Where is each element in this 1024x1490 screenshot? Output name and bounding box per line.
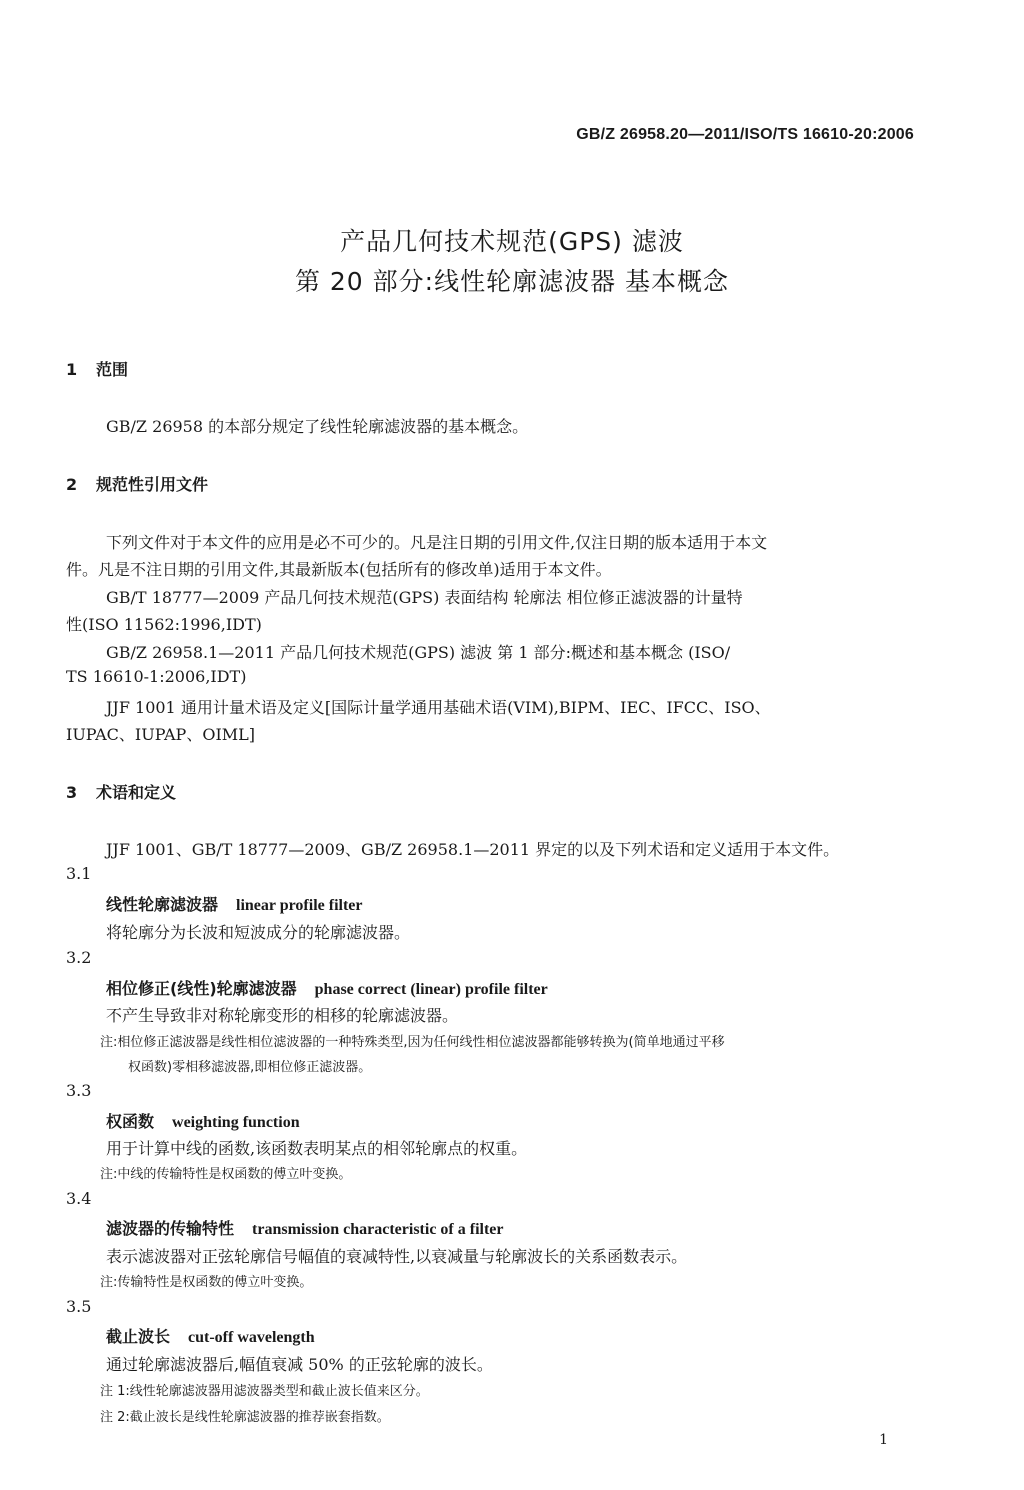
term-en: phase correct (linear) profile filter [314,981,548,998]
section-title: 范围 [96,360,129,379]
section-title: 规范性引用文件 [96,475,209,494]
term-heading [106,976,548,999]
page-number: 1 [879,1432,888,1448]
term-heading [106,1109,300,1132]
term-number: 3.3 [66,1081,92,1100]
section-2-intro-line-1: 下列文件对于本文件的应用是必不可少的。凡是注日期的引用文件,仅注日期的版本适用于本文 [106,533,768,552]
term-definition: 表示滤波器对正弦轮廓信号幅值的衰减特性,以衰减量与轮廓波长的关系函数表示。 [106,1247,688,1266]
section-2-intro-line-2: 件。凡是不注日期的引用文件,其最新版本(包括所有的修改单)适用于本文件。 [66,560,612,579]
term-en: weighting function [172,1114,300,1131]
section-3-heading [66,780,176,803]
term-note-line-2: 权函数)零相移滤波器,即相位修正滤波器。 [128,1060,372,1075]
term-definition: 通过轮廓滤波器后,幅值衰减 50% 的正弦轮廓的波长。 [106,1355,493,1374]
term-zh: 权函数 [106,1112,155,1131]
term-en: cut-off wavelength [188,1329,315,1346]
term-number: 3.4 [66,1189,92,1208]
reference-1-line-2: 性(ISO 11562:1996,IDT) [66,615,262,634]
term-note-line-1: 注:传输特性是权函数的傅立叶变换。 [100,1275,313,1290]
term-zh: 相位修正(线性)轮廓滤波器 [106,979,297,998]
term-note-line-1: 注 1:线性轮廓滤波器用滤波器类型和截止波长值来区分。 [100,1384,429,1399]
term-definition: 用于计算中线的函数,该函数表明某点的相邻轮廓点的权重。 [106,1139,528,1158]
term-number: 3.2 [66,948,92,967]
section-3-intro: JJF 1001、GB/T 18777—2009、GB/Z 26958.1—2011 界定的以及下列术语和定义适用于本文件。 [106,840,840,859]
section-number: 3 [66,783,78,802]
term-definition: 不产生导致非对称轮廓变形的相移的轮廓滤波器。 [106,1006,459,1025]
reference-2-line-2: TS 16610-1:2006,IDT) [66,667,247,686]
section-title: 术语和定义 [96,783,177,802]
term-heading [106,892,363,915]
term-en: transmission characteristic of a filter [252,1221,504,1238]
term-zh: 截止波长 [106,1327,171,1346]
reference-2-line-1: GB/Z 26958.1—2011 产品几何技术规范(GPS) 滤波 第 1 部分:概述和基本概念 (ISO/ [106,643,731,662]
term-note-line-1: 注:相位修正滤波器是线性相位滤波器的一种特殊类型,因为任何线性相位滤波器都能够转换为(简单地通过平移 [100,1035,725,1050]
section-number: 1 [66,360,78,379]
term-note-line-1: 注:中线的传输特性是权函数的傅立叶变换。 [100,1167,352,1182]
term-number: 3.5 [66,1297,92,1316]
section-1-text: GB/Z 26958 的本部分规定了线性轮廓滤波器的基本概念。 [106,417,529,436]
term-zh: 线性轮廓滤波器 [106,895,219,914]
section-number: 2 [66,475,78,494]
section-1-heading [66,357,128,380]
term-heading [106,1324,315,1347]
term-zh: 滤波器的传输特性 [106,1219,235,1238]
term-definition: 将轮廓分为长波和短波成分的轮廓滤波器。 [106,923,411,942]
title-line-1: 产品几何技术规范(GPS) 滤波 [340,227,684,256]
reference-3-line-2: IUPAC、IUPAP、OIML] [66,725,256,744]
standard-header: GB/Z 26958.20—2011/ISO/TS 16610-20:2006 [576,126,914,143]
title-line-2: 第 20 部分:线性轮廓滤波器 基本概念 [294,267,730,296]
term-number: 3.1 [66,864,92,883]
term-note-line-2: 注 2:截止波长是线性轮廓滤波器的推荐嵌套指数。 [100,1410,390,1425]
reference-1-line-1: GB/T 18777—2009 产品几何技术规范(GPS) 表面结构 轮廓法 相位修正滤波器的计量特 [106,588,743,607]
term-heading [106,1216,504,1239]
term-en: linear profile filter [236,897,363,914]
section-2-heading [66,472,208,495]
reference-3-line-1: JJF 1001 通用计量术语及定义[国际计量学通用基础术语(VIM),BIPM、IEC、IFCC、ISO、 [106,698,771,717]
